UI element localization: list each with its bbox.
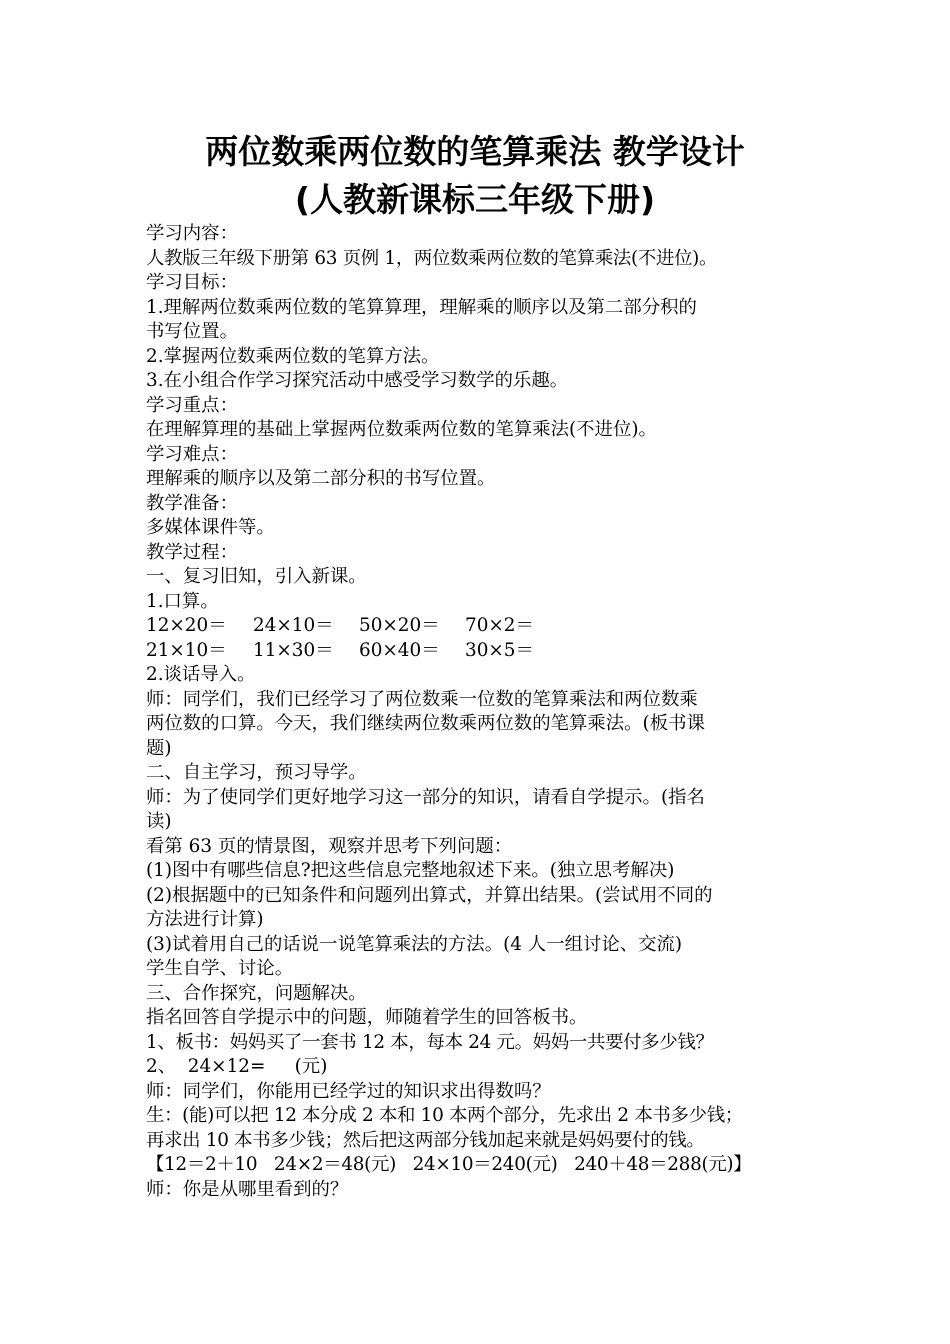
paragraph: 两位数的口算。今天，我们继续两位数乘两位数的笔算乘法。(板书课	[146, 713, 705, 734]
paragraph: 人教版三年级下册第 63 页例 1，两位数乘两位数的笔算乘法(不进位)。	[146, 247, 718, 269]
section-heading-content: 学习内容：	[146, 223, 238, 244]
section-heading-process: 教学过程：	[146, 541, 238, 563]
paragraph: 1、板书：妈妈买了一套书 12 本，每本 24 元。妈妈一共要付多少钱？	[146, 1031, 714, 1053]
document-title: 两位数乘两位数的笔算乘法 教学设计	[205, 132, 745, 171]
paragraph: 题)	[146, 737, 172, 759]
paragraph: 师：你是从哪里看到的？	[146, 1178, 349, 1200]
paragraph: 2.掌握两位数乘两位数的笔算方法。	[146, 345, 440, 367]
oral-calc-item: 21×10＝	[146, 639, 227, 661]
paragraph: 二、自主学习，预习导学。	[146, 762, 367, 783]
paragraph: 理解乘的顺序以及第二部分积的书写位置。	[146, 468, 496, 489]
oral-calc-item: 70×2＝	[465, 615, 534, 636]
section-heading-preparation: 教学准备：	[146, 492, 238, 514]
section-heading-difficulties: 学习难点：	[146, 443, 238, 465]
oral-calc-item: 11×30＝	[253, 639, 334, 661]
paragraph: 【12＝2＋10 24×2＝48(元) 24×10＝240(元) 240＋48＝288(元)】	[146, 1154, 752, 1175]
paragraph: 2、 24×12= (元)	[146, 1056, 328, 1077]
paragraph: 2.谈话导入。	[146, 664, 256, 685]
paragraph: 生：(能)可以把 12 本分成 2 本和 10 本两个部分，先求出 2 本书多少钱；	[146, 1105, 743, 1126]
paragraph: 师：为了使同学们更好地学习这一部分的知识，请看自学提示。(指名	[146, 786, 705, 808]
paragraph: 学生自学、讨论。	[146, 958, 294, 979]
paragraph: 看第 63 页的情景图，观察并思考下列问题：	[146, 835, 513, 857]
paragraph: 指名回答自学提示中的问题，师随着学生的回答板书。	[146, 1007, 588, 1028]
oral-calc-item: 24×10＝	[253, 615, 334, 636]
paragraph: (3)试着用自己的话说一说笔算乘法的方法。(4 人一组讨论、交流)	[146, 933, 683, 955]
section-heading-key-points: 学习重点：	[146, 394, 238, 416]
oral-calc-item: 30×5＝	[465, 639, 534, 661]
paragraph: (1)图中有哪些信息?把这些信息完整地叙述下来。(独立思考解决)	[146, 860, 675, 881]
paragraph: 一、复习旧知，引入新课。	[146, 566, 367, 587]
paragraph: 再求出 10 本书多少钱；然后把这两部分钱加起来就是妈妈要付的钱。	[146, 1129, 705, 1151]
document-body	[146, 222, 826, 1202]
paragraph: 1.理解两位数乘两位数的笔算算理，理解乘的顺序以及第二部分积的	[146, 296, 697, 318]
paragraph: 书写位置。	[146, 321, 238, 342]
oral-calc-item: 50×20＝	[359, 615, 440, 636]
paragraph: (2)根据题中的已知条件和问题列出算式，并算出结果。(尝试用不同的	[146, 884, 713, 906]
paragraph: 读)	[146, 811, 172, 832]
oral-calc-row	[146, 614, 826, 639]
oral-calc-row	[146, 639, 826, 664]
paragraph: 1.口算。	[146, 590, 219, 612]
section-heading-goals: 学习目标：	[146, 272, 238, 293]
paragraph: 在理解算理的基础上掌握两位数乘两位数的笔算乘法(不进位)。	[146, 419, 657, 440]
paragraph: 3.在小组合作学习探究活动中感受学习数学的乐趣。	[146, 370, 569, 391]
paragraph: 师：同学们，你能用已经学过的知识求出得数吗？	[146, 1080, 551, 1102]
paragraph: 多媒体课件等。	[146, 517, 275, 538]
oral-calc-item: 60×40＝	[359, 639, 440, 661]
document-subtitle: (人教新课标三年级下册)	[294, 180, 656, 219]
oral-calc-item: 12×20＝	[146, 615, 227, 636]
paragraph: 方法进行计算)	[146, 909, 264, 930]
paragraph: 师：同学们，我们已经学习了两位数乘一位数的笔算乘法和两位数乘	[146, 688, 698, 710]
paragraph: 三、合作探究，问题解决。	[146, 982, 367, 1004]
